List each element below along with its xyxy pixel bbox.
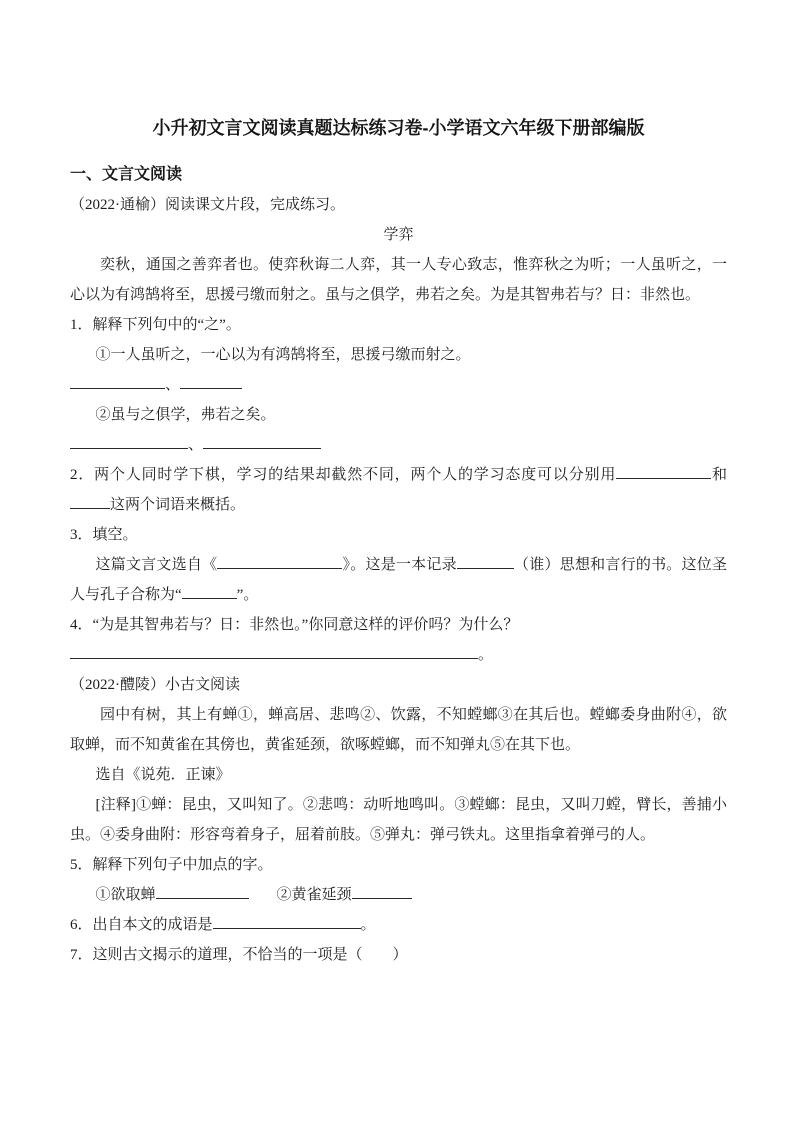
question-2-conjunction: 和 — [711, 467, 727, 483]
question-4-answer-row — [70, 640, 727, 670]
passage2-text: 园中有树，其上有蝉①，蝉高居、悲鸣②、饮露，不知螳螂③在其后也。螳螂委身曲附④，欲取蝉，而不知黄雀在其傍也，黄雀延颈，欲啄螳螂，而不知弹丸⑤在其下也。 — [70, 707, 727, 753]
question-3-fill-mid-2: （谁）思想和言行的书。这位圣人与孔子合称为“ — [70, 557, 727, 603]
question-5-item-2: ②黄雀延颈 — [276, 887, 352, 903]
question-2 — [70, 460, 727, 520]
blank-separator: 、 — [188, 437, 204, 453]
passage1-text: 奕秋，通国之善弈者也。使弈秋诲二人弈，其一人专心致志，惟弈秋之为听；一人虽听之，一心以为有鸿鹄将至，思援弓缴而射之。虽与之俱学，弗若之矣。为是其智弗若与？日：非然也。 — [70, 257, 727, 303]
section-heading: 一、文言文阅读 — [70, 166, 183, 183]
question-3-number: 3． — [70, 527, 93, 543]
passage2-source: 选自《说苑．正谏》 — [95, 767, 231, 783]
question-5-items — [70, 880, 727, 910]
blank-separator: 、 — [165, 377, 181, 393]
question-1-answer-row-2 — [70, 430, 727, 460]
question-3-fill-line — [70, 550, 727, 610]
question-4-number: 4． — [70, 617, 93, 633]
passage1-title: 学弈 — [383, 227, 414, 243]
question-7-text: 这则古文揭示的道理，不恰当的一项是（ ） — [92, 947, 408, 963]
answer-blank — [70, 494, 110, 509]
answer-blank — [213, 914, 361, 929]
document-title: 小升初文言文阅读真题达标练习卷-小学语文六年级下册部编版 — [152, 118, 645, 138]
answer-blank — [70, 434, 188, 449]
question-6-period: 。 — [360, 917, 376, 933]
answer-blank — [203, 434, 321, 449]
question-7 — [70, 940, 727, 970]
question-1-text: 解释下列句中的“之”。 — [92, 317, 241, 333]
exercise2-source-tag: （2022·醴陵）小古文阅读 — [70, 677, 240, 693]
question-3-text: 填空。 — [92, 527, 138, 543]
answer-blank — [70, 644, 478, 659]
question-1-number: 1． — [70, 317, 93, 333]
question-5 — [70, 850, 727, 880]
question-7-number: 7． — [70, 947, 93, 963]
question-3-fill-after: ”。 — [236, 587, 259, 603]
question-4-period: 。 — [478, 647, 494, 663]
answer-blank — [156, 884, 249, 899]
question-4 — [70, 610, 727, 640]
question-1-item-2: ②虽与之俱学，弗若之矣。 — [95, 407, 276, 423]
answer-blank — [182, 584, 237, 599]
passage2-notes: [注释]①蝉：昆虫，又叫知了。②悲鸣：动听地鸣叫。③螳螂：昆虫，又叫刀螳，臂长，善捕小虫。④委身曲附：形容弯着身子，屈着前肢。⑤弹丸：弹弓铁丸。这里指拿着弹弓的人。 — [70, 797, 727, 843]
exercise1-source-tag: （2022·通榆）阅读课文片段，完成练习。 — [70, 197, 345, 213]
answer-blank — [180, 374, 242, 389]
answer-blank — [217, 554, 342, 569]
question-2-text-before: 两个人同时学下棋，学习的结果却截然不同，两个人的学习态度可以分别用 — [94, 467, 617, 483]
question-5-item-1: ①欲取蝉 — [95, 887, 156, 903]
question-3 — [70, 520, 727, 550]
answer-blank — [457, 554, 514, 569]
question-1-item-1: ①一人虽听之，一心以为有鸿鹄将至，思援弓缴而射之。 — [95, 347, 471, 363]
question-5-text: 解释下列句子中加点的字。 — [92, 857, 273, 873]
question-2-text-after: 这两个词语来概括。 — [110, 497, 246, 513]
answer-blank — [616, 464, 711, 479]
question-6 — [70, 910, 727, 940]
question-2-number: 2． — [70, 467, 95, 483]
question-1-answer-row-1 — [70, 370, 727, 400]
answer-blank — [352, 884, 412, 899]
question-5-number: 5． — [70, 857, 93, 873]
question-3-fill-before: 这篇文言文选自《 — [95, 557, 218, 573]
answer-blank — [70, 374, 165, 389]
question-6-number: 6． — [70, 917, 93, 933]
question-4-text: “为是其智弗若与？日：非然也。”你同意这样的评价吗？为什么？ — [92, 617, 519, 633]
question-6-text: 出自本文的成语是 — [92, 917, 213, 933]
question-1 — [70, 310, 727, 340]
question-3-fill-mid-1: 》。这是一本记录 — [342, 557, 457, 573]
